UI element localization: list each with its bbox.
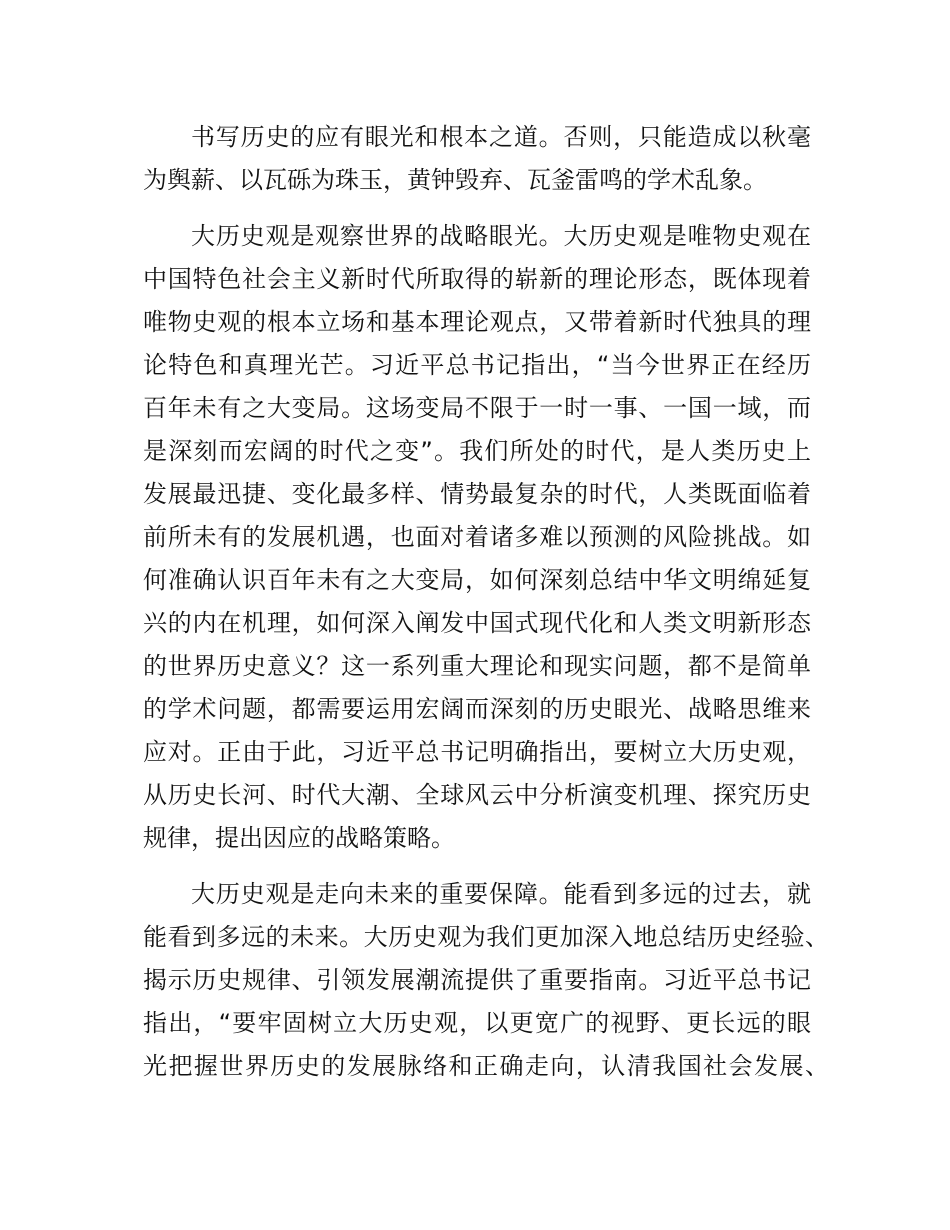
text-line: 大历史观是观察世界的战略眼光。大历史观是唯物史观在 [191, 222, 811, 250]
text-line: 是深刻而宏阔的时代之变”。我们所处的时代，是人类历史上 [143, 437, 811, 465]
paragraph-1 [143, 116, 811, 202]
text-line: 应对。正由于此，习近平总书记明确指出，要树立大历史观， [143, 738, 811, 766]
text-line: 百年未有之大变局。这场变局不限于一时一事、一国一域，而 [143, 394, 811, 422]
text-line: 何准确认识百年未有之大变局，如何深刻总结中华文明绵延复 [143, 566, 811, 594]
text-line: 规律，提出因应的战略策略。 [143, 824, 455, 852]
paragraph-2 [143, 215, 811, 860]
text-line: 指出，“要牢固树立大历史观，以更宽广的视野、更长远的眼 [143, 1009, 811, 1037]
text-line: 中国特色社会主义新时代所取得的崭新的理论形态，既体现着 [143, 265, 811, 293]
text-line: 揭示历史规律、引领发展潮流提供了重要指南。习近平总书记 [143, 966, 811, 994]
document-page [143, 116, 829, 1101]
text-line: 发展最迅捷、变化最多样、情势最复杂的时代，人类既面临着 [143, 480, 811, 508]
paragraph-3 [143, 873, 829, 1088]
text-line: 的学术问题，都需要运用宏阔而深刻的历史眼光、战略思维来 [143, 695, 811, 723]
text-line: 兴的内在机理，如何深入阐发中国式现代化和人类文明新形态 [143, 609, 811, 637]
text-line: 的世界历史意义？这一系列重大理论和现实问题，都不是简单 [143, 652, 811, 680]
text-line: 论特色和真理光芒。习近平总书记指出，“当今世界正在经历 [143, 351, 811, 379]
text-line: 大历史观是走向未来的重要保障。能看到多远的过去，就 [191, 880, 811, 908]
text-line: 唯物史观的根本立场和基本理论观点，又带着新时代独具的理 [143, 308, 811, 336]
text-line: 光把握世界历史的发展脉络和正确走向，认清我国社会发展、 [143, 1052, 829, 1080]
text-line: 前所未有的发展机遇，也面对着诸多难以预测的风险挑战。如 [143, 523, 811, 551]
text-line: 能看到多远的未来。大历史观为我们更加深入地总结历史经验、 [143, 923, 829, 951]
text-line: 为舆薪、以瓦砾为珠玉，黄钟毁弃、瓦釜雷鸣的学术乱象。 [143, 166, 767, 194]
text-line: 从历史长河、时代大潮、全球风云中分析演变机理、探究历史 [143, 781, 811, 809]
text-line: 书写历史的应有眼光和根本之道。否则，只能造成以秋毫 [191, 123, 811, 151]
